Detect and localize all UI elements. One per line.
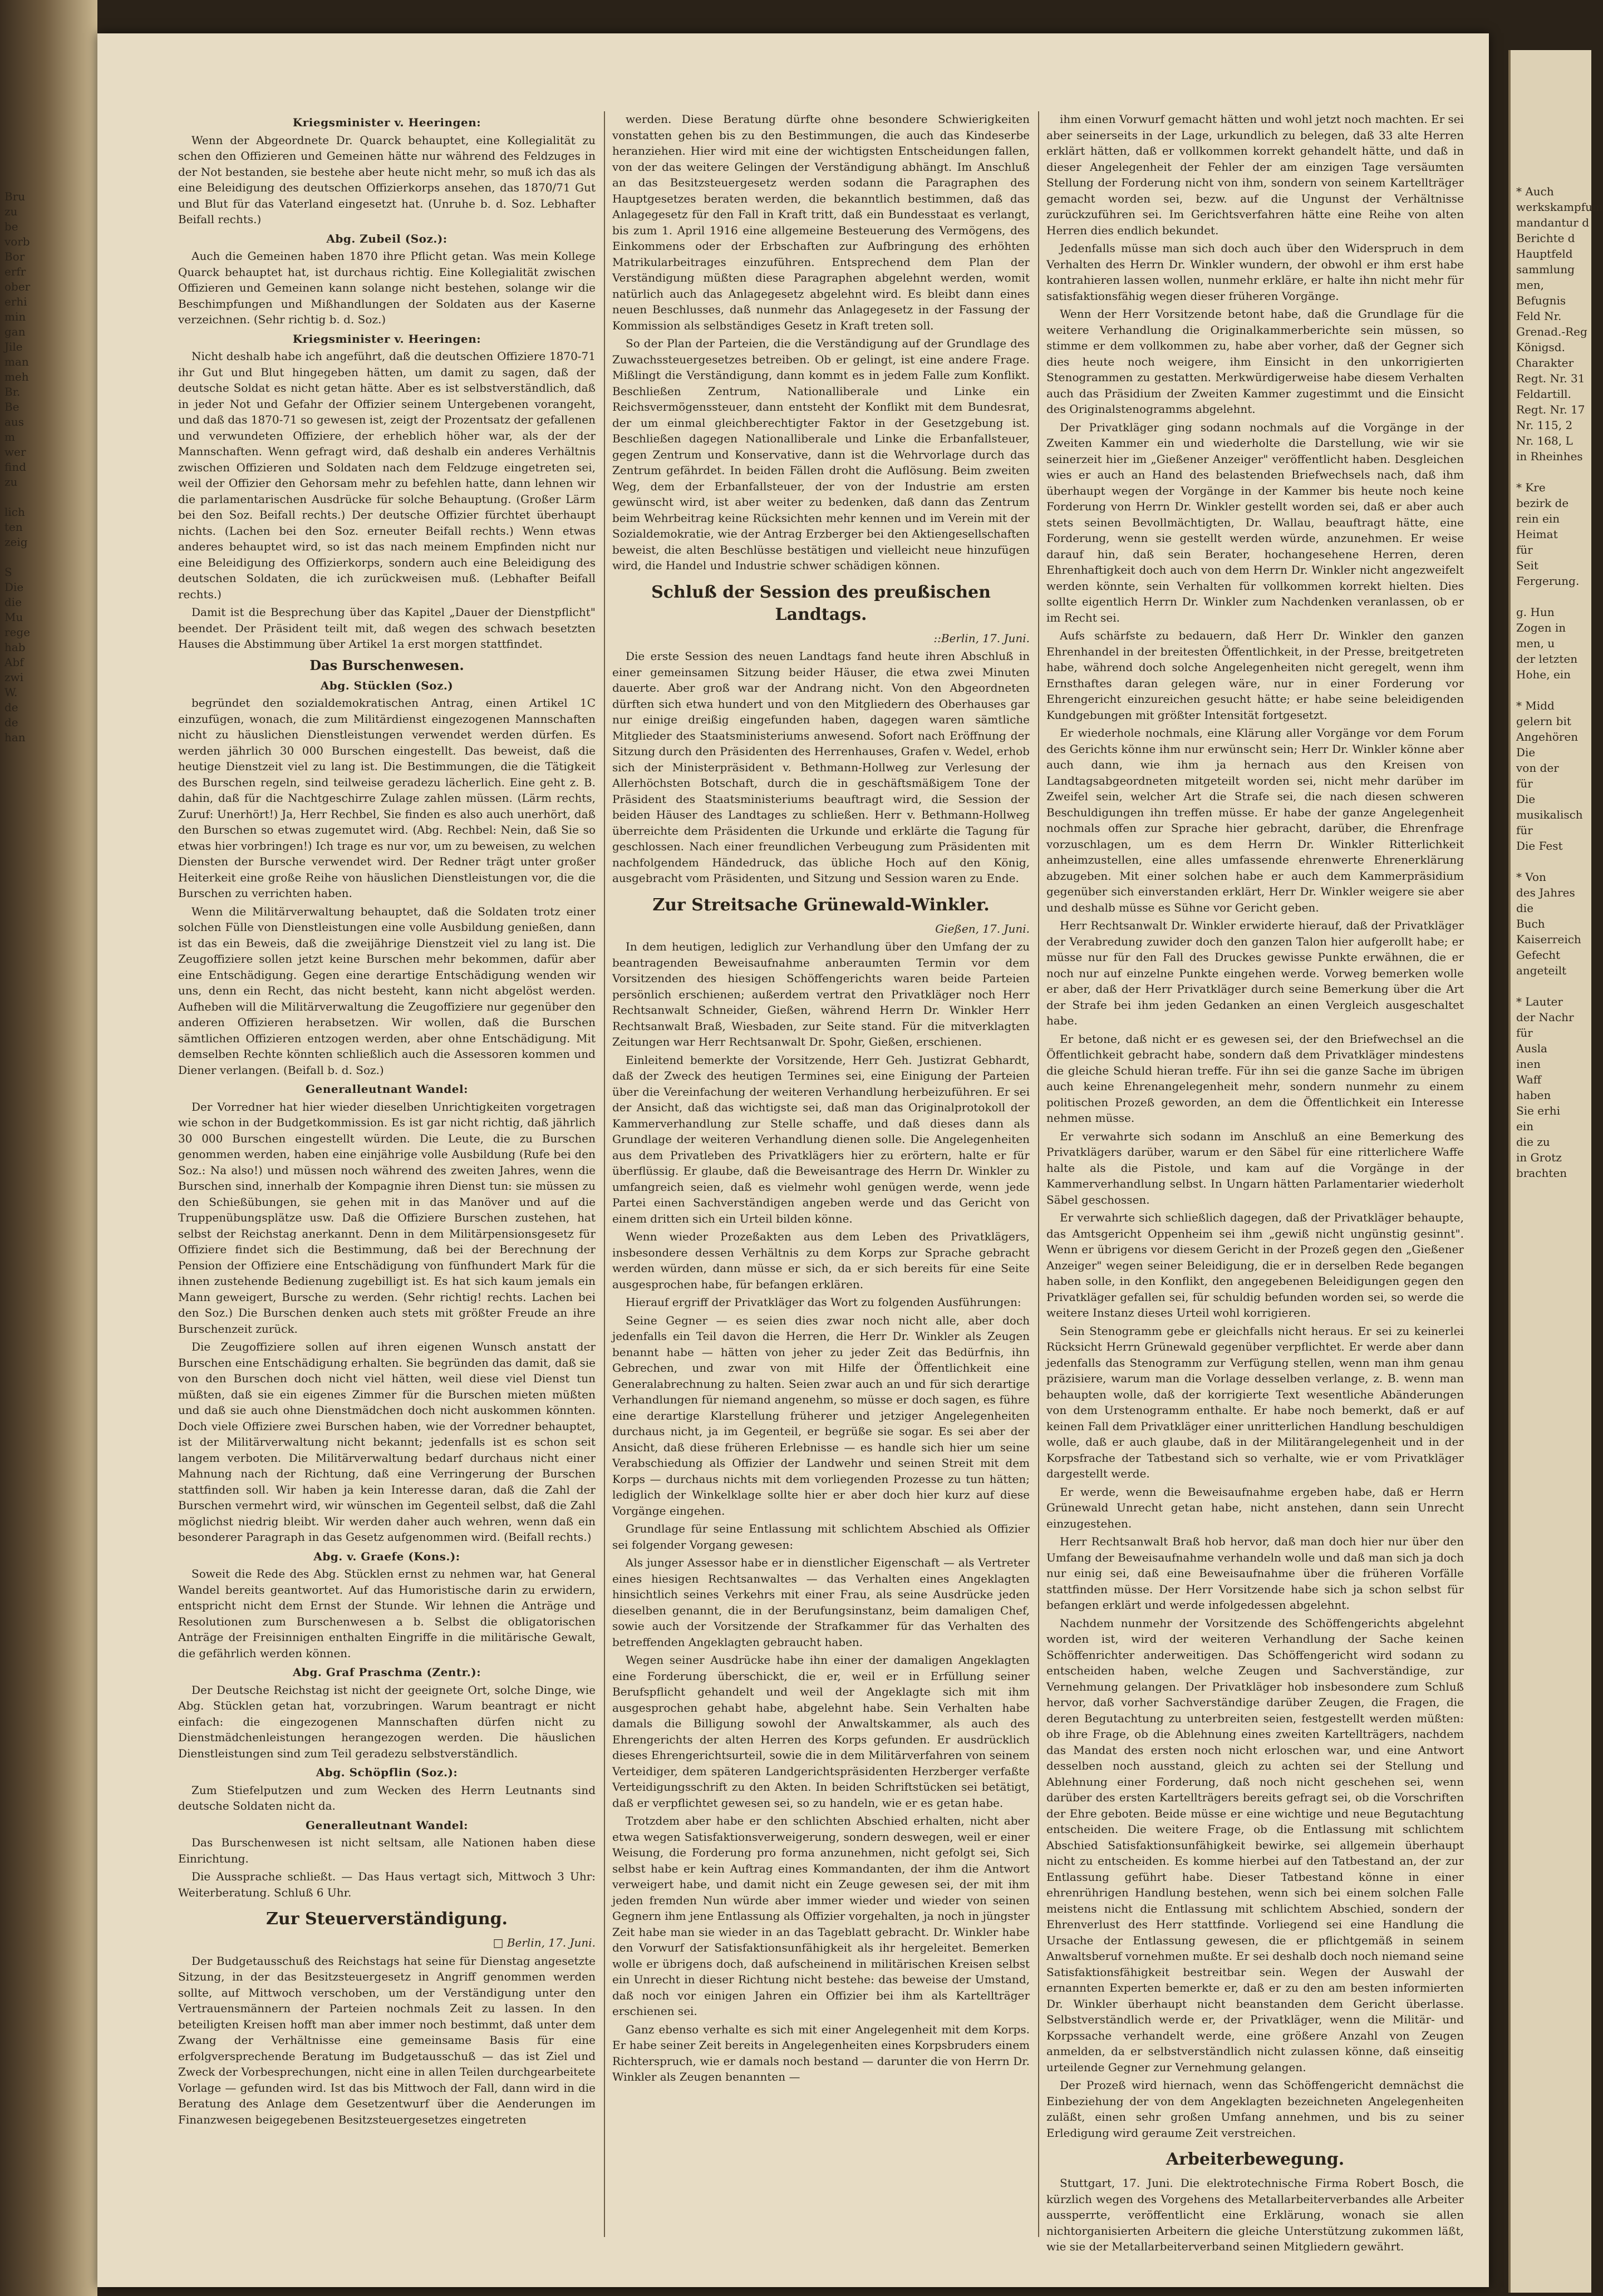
article-headline: Schluß der Session des preußischen Landtags.	[651, 582, 991, 624]
paragraph: Die Aussprache schließt. — Das Haus vertagt sich, Mittwoch 3 Uhr: Weiterberatung. Schluß 6 Uhr.	[178, 1870, 596, 1899]
paragraph: In dem heutigen, lediglich zur Verhandlung über den Umfang der zu beantragenden Beweisaufnahme anberaumten Termin vor dem Vorsitzenden des hiesigen Schöffengerichts waren beide Parteien persönlich erschienen; außerdem vertrat den Privatkläger noch Herr Rechtsanwalt Schneider, Gießen, während Herrn Dr. Winkler Herr Rechtsanwalt Braß, Wiesbaden, zur Seite stand. Für die mitverklagten Zeitungen war Herr Rechtsanwalt Dr. Spohr, Gießen, erschienen.	[612, 940, 1030, 1048]
paragraph: Wenn die Militärverwaltung behauptet, daß die Soldaten trotz einer solchen Fülle von Dienstleistungen eine volle Ausbildung genießen, dann ist das ein Beweis, daß die zweijährige Dienstzeit viel zu lang ist. Die Zeugoffiziere sollen jetzt keine Burschen mehr bekommen, dafür aber eine Entschädigung. Gegen eine derartige Entschädigung wenden wir uns, denn ein Recht, das nicht besteht, kann nicht abgelöst werden. Aufheben will die Militärverwaltung die Zeugoffiziere nur gegenüber den anderen Offizieren herabsetzen. Wir wollen, daß die Burschen sämtlichen Offizieren entzogen werden, aber ohne Entschädigung. Mit demselben Rechte könnten schließlich auch die Assessoren kommen und Diener verlangen. (Beifall b. d. Soz.)	[178, 904, 596, 1077]
paragraph: Der Deutsche Reichstag ist nicht der geeignete Ort, solche Dinge, wie Abg. Stücklen getan hat, vorzubringen. Warum beantragt er nicht einfach: die eingezogenen Mannschaften dürfen nicht zu Dienstmädchenleistungen herangezogen werden. Die häuslichen Dienstleistungen sind zum Teil geradezu selbstverständlich.	[178, 1683, 596, 1760]
paragraph: Herr Rechtsanwalt Braß hob hervor, daß man doch hier nur über den Umfang der Beweisaufnahme verhandeln wolle und daß man sich ja doch nur einig sei, daß eine Beweisaufnahme über die früheren Vorfälle stattfinden müsse. Der Herr Vorsitzende habe sich ja schon selbst für befangen erklärt und werde infolgedessen abgelehnt.	[1046, 1535, 1464, 1612]
next-page-edge	[1508, 50, 1603, 2293]
paragraph: Die Zeugoffiziere sollen auf ihren eigenen Wunsch anstatt der Burschen eine Entschädigung erhalten. Sie begründen das damit, daß sie von den Burschen doch nicht viel hätten, weil diese viel Dienst tun müßten, daß sie ein eigenes Zimmer für die Burschen mieten müßten und daß sie auch ohne Dienstmädchen doch nicht auskommen könnten. Doch viele Offiziere zwei Burschen haben, wie der Vorredner behauptet, ist der Militärverwaltung nicht bekannt; jedenfalls ist es schon seit langem verboten. Die Militärverwaltung bedarf durchaus nicht einer Mahnung nach der Richtung, daß eine Verringerung der Burschen stattfinden soll. Wir haben ja kein Interesse daran, daß die Zahl der Burschen vermehrt wird, wir wünschen im Gegenteil selbst, daß die Zahl möglichst niedrig bleibt. Wir werden daher auch wehren, wenn daß ein besonderer Paragraph in das Gesetz aufgenommen wird. (Beifall rechts.)	[178, 1340, 596, 1544]
dateline: □ Berlin, 17. Juni.	[493, 1936, 596, 1949]
paragraph: Herr Rechtsanwalt Dr. Winkler erwiderte hierauf, daß der Privatkläger der Verabredung zuwider doch den ganzen Talon hier aufgerollt habe; er müsse nur für den Fall des Druckes gewisse Punkte erwähnen, die er noch nur auf einzelne Punkte eingehen werde. Vorweg bemerken wolle er aber, daß der Herr Privatkläger durch seine Bemerkung über die Art der Strafe bei ihm jeden Gedanken an einen Vergleich ausgeschaltet habe.	[1046, 919, 1464, 1027]
paragraph: begründet den sozialdemokratischen Antrag, einen Artikel 1C einzufügen, wonach, die zum Militärdienst eingezogenen Mannschaften nicht zu häuslichen Dienstleistungen verwendet werden dürfen. Es werden jährlich 30 000 Burschen eingestellt. Das beweist, daß die heutige Dienstzeit viel zu lang ist. Die Bestimmungen, die die Tätigkeit des Burschen regeln, sind teilweise geradezu lächerlich. Eine geht z. B. dahin, daß für die Nachtgeschirre Zulage zahlen müssen. (Lärm rechts, Zuruf: Unerhört!) Ja, Herr Rechbel, Sie finden es also auch unerhört, daß den Burschen so etwas zugemutet wird. (Abg. Rechbel: Nein, daß Sie so etwas hier vorbringen!) Ich trage es nur vor, um zu beweisen, zu welchen Diensten der Bursche verwendet wird. Der Redner trägt unter großer Heiterkeit eine große Reihe von häuslichen Dienstleistungen vor, die die Burschen zu verrichten haben.	[178, 696, 596, 900]
paragraph: Die erste Session des neuen Landtags fand heute ihren Abschluß in einer gemeinsamen Sitzung beider Häuser, die etwa zwei Minuten dauerte. Aber groß war der Andrang nicht. Von den Abgeordneten dürften sich etwa hundert und von den Mitgliedern des Oberhauses gar nur einige dreißig eingefunden haben, dagegen waren sämtliche Mitglieder des Staatsministeriums anwesend. Sofort nach Eröffnung der Sitzung durch den Präsidenten des Herrenhauses, Grafen v. Wedel, erhob sich der Ministerpräsident v. Bethmann-Hollweg zur Verlesung der Allerhöchsten Botschaft, durch die in geschäftsmäßigem Tone der Präsident des Staatsministeriums beauftragt wird, die Session der beiden Häuser des Landtages zu schließen. Herr v. Bethmann-Hollweg überreichte dem Präsidenten die Urkunde und erklärte die Tagung für geschlossen. Nach einer freundlichen Verbeugung zum Präsidenten mit nachfolgendem Händedruck, das übliche Hoch auf den König, ausgebracht vom Präsidenten, und Sitzung und Session waren zu Ende.	[612, 649, 1030, 885]
column-rule	[1038, 111, 1039, 2237]
paragraph: Der Vorredner hat hier wieder dieselben Unrichtigkeiten vorgetragen wie schon in der Budgetkommission. Es ist gar nicht richtig, daß jährlich 30 000 Burschen eingestellt würden. Die Leute, die zu Burschen genommen werden, haben eine einjährige volle Ausbildung (Rufe bei den Soz.: Na also!) und müssen noch während des zweiten Jahres, wenn die Burschen sind, innerhalb der Kompagnie ihren Dienst tun: sie müssen zu den Schießübungen, sie gehen mit in das Manöver und auf die Truppenübungsplätze usw. Daß die Offiziere Burschen zustehen, hat selbst der Reichstag anerkannt. Denn in dem Militärpensionsgesetz für Offiziere findet sich die Bestimmung, daß bei der Berechnung der Pension der Offiziere eine Entschädigung von fünfhundert Mark für die ihnen zustehende Bedienung zugebilligt ist. Es hat sich kaum jemals ein Mann geweigert, Bursche zu werden. (Sehr richtig! rechts. Lachen bei den Soz.) Die Burschen denken auch stets mit größter Freude an ihre Burschenzeit zurück.	[178, 1100, 596, 1336]
paragraph: Nachdem nunmehr der Vorsitzende des Schöffengerichts abgelehnt worden ist, wird der weiteren Verhandlung der Sache keinen Schöffenrichter anderweitigen. Das Schöffengericht wird sodann zu entscheiden haben, welche Zeugen und Sachverständige, zur Vernehmung gelangen. Der Privatkläger hob insbesondere zum Schluß hervor, daß vorher Sachverständige darüber Zeugen, die Fragen, die deren Begutachtung zu unterbreiten seien, festgestellt werden müßten: ob ihre Frage, ob die Ablehnung eines zweiten Kartellträgers, nachdem das Mandat des ersten noch nicht erloschen war, und eine Antwort desselben noch ausstand, gleich zu achten sei der Stellung und Ablehnung einer Forderung, daß noch nicht geschehen sei, wenn darüber des ersten Kartellträgers bereits gefragt sei, ob die Vorschriften der Ehre geboten. Beide müsse er eine wichtige und neue Begutachtung entscheiden. Die weitere Frage, ob die Entlassung mit schlichtem Abschied Satisfaktionsunfähigkeit bewirke, sei allgemein überhaupt nicht zu entscheiden. Es komme hierbei auf den Tatbestand an, der zur Entlassung geführt habe. Dieser Tatbestand könne in einer ehrenrührigen Handlung bestehen, wenn sich bei einem solchen Falle meistens nicht die Entlassung mit schlichtem Abschied, sondern der Ehrenverlust des Herr stattfinde. Vorliegend sei eine Handlung die Ursache der Entlassung gewesen, die er pflichtgemäß in seinem Anwaltsberuf vornehmen mußte. Er sei deshalb doch noch niemand seine Satisfaktionsfähigkeit bestreitbar sein. Wegen der Auswahl der ernannten Experten bemerkte er, daß er zu den am besten informierten Dr. Winkler überhaupt nicht beanstanden dem Gericht überlasse. Selbstverständlich werde er, der Privatkläger, wenn die Militär- und Korpssache verhandelt werde, eine größere Anzahl von Zeugen anmelden, da er selbstverständlich nicht zulassen könne, daß einseitig urteilende Gegner zur Vernehmung gelangen.	[1046, 1616, 1464, 2074]
column-right	[1046, 111, 1464, 2253]
paragraph: Grundlage für seine Entlassung mit schlichtem Abschied als Offizier sei folgender Vorgang gewesen:	[612, 1522, 1030, 1551]
article-headline: Zur Streitsache Grünewald-Winkler.	[652, 895, 990, 915]
speaker-name: Generalleutnant Wandel:	[306, 1082, 468, 1096]
speaker-name: Generalleutnant Wandel:	[306, 1818, 468, 1832]
column-rule	[604, 111, 605, 2237]
speaker-name: Abg. Schöpflin (Soz.):	[316, 1766, 458, 1779]
paragraph: Der Privatkläger ging sodann nochmals auf die Vorgänge in der Zweiten Kammer ein und wiederholte die Darstellung, wie wir sie seinerzeit hier im „Gießener Anzeiger" veröffentlicht haben. Desgleichen wies er auch an Hand des belastenden Briefwechsels nach, daß ihm überhaupt wegen der Vorgänge in der Kammer bis heute noch keine Forderung von Herrn Dr. Winkler gestellt worden sei, daß er aber auch stets seinen Bevollmächtigten, Dr. Wallau, beauftragt hätte, eine Forderung, wenn sie gestellt werden würde, anzunehmen. Er weise darauf hin, daß sein Berater, hochangesehene Herren, deren Ehrenhaftigkeit doch auch von dem Herrn Dr. Winkler nicht angezweifelt werden könnte, sein Verhalten für vollkommen korrekt hielten. Dies sollte eigentlich Herrn Dr. Winkler zum Nachdenken veranlassen, ob er im Recht sei.	[1046, 420, 1464, 624]
paragraph: Sein Stenogramm gebe er gleichfalls nicht heraus. Er sei zu keinerlei Rücksicht Herrn Grünewald gegenüber verpflichtet. Er werde aber dann jedenfalls das Stenogramm zur Verfügung stellen, wenn man ihm genau präzisiere, warum man die Vorlage desselben verlange, z. B. wenn man behaupten wolle, daß der korrigierte Text wesentliche Abänderungen von dem Urstenogramm enthalte. Er habe noch bemerkt, daß er auf keinen Fall dem Privatkläger einer unritterlichen Handlung beschuldigen wolle, daß er auch glaube, daß in der Militärangelegenheit und in der Korpsfrache der Tatbestand sich so verhalte, wie er vom Privatkläger dargestellt werde.	[1046, 1324, 1464, 1480]
previous-page-fragments: Bru zu be vorb Bor erfr ober erhi min gan Jile man meh Br. Be aus m wer find zu lich ten zeig S Die die Mu rege hab Abf zwi W. de de han	[4, 190, 31, 744]
paragraph: Wenn der Herr Vorsitzende betont habe, daß die Grundlage für die weitere Verhandlung die Originalkammerberichte sein müssen, so stimme er dem vollkommen zu, habe aber vorher, daß der Gegner sich dies heute noch weigere, ihm Einsicht in den unkorrigierten Stenogrammen zu gestatten. Merkwürdigerweise habe diesem Verhalten auch das Präsidium der Zweiten Kammer zugestimmt und die Einsicht des Originalstenogramms abgelehnt.	[1046, 307, 1464, 416]
section-heading: Das Burschenwesen.	[309, 657, 464, 673]
paragraph: Hierauf ergriff der Privatkläger das Wort zu folgenden Ausführungen:	[626, 1295, 1021, 1309]
paragraph: Stuttgart, 17. Juni. Die elektrotechnische Firma Robert Bosch, die kürzlich wegen des Vorgehens des Metallarbeiterverbandes alle Arbeiter aussperrte, veröffentlicht eine Erklärung, wonach sie allen nichtorganisierten Arbeitern die gleiche Unterstützung zukommen läßt, wie sie der Metallarbeiterverband seinen Mitgliedern gewährt.	[1046, 2176, 1464, 2253]
paragraph: Einleitend bemerkte der Vorsitzende, Herr Geh. Justizrat Gebhardt, daß der Zweck des heutigen Termines sei, eine Einigung der Parteien über die Vereinfachung der weiteren Verhandlung herbeizuführen. Er sei der Ansicht, daß das wichtigste sei, daß man das Originalprotokoll der Kammerverhandlung zur Stelle schaffe, und daß dieses dann als Grundlage der weiteren Verhandlung dienen solle. Die Angelegenheiten aus dem Privatleben des Privatklägers hier zu erörtern, halte er für überflüssig. Er glaube, daß die Beweisantrage des Herrn Dr. Winkler zu umfangreich seien, daß es vielmehr wohl genügen werde, wenn jede Partei einen Sachverständigen angeben werde und das Gericht von einem dritten sich ein Urteil bilden könne.	[612, 1053, 1030, 1225]
paragraph: Er werde, wenn die Beweisaufnahme ergeben habe, daß er Herrn Grünewald Unrecht getan habe, nicht anstehen, dann sein Unrecht einzugestehen.	[1046, 1485, 1464, 1530]
paragraph: Aufs schärfste zu bedauern, daß Herr Dr. Winkler den ganzen Ehrenhandel in der breitesten Öffentlichkeit, in der Presse, breitgetreten habe, während doch solche Angelegenheiten nicht geregelt, wenn ihm Ernsthaftes daran gelegen wäre, nur in einer Forderung vor Ehrengericht einzureichen gesucht hätte; er habe seine beleidigenden Kundgebungen mit größter Intensität fortgesetzt.	[1046, 629, 1464, 722]
dateline: ::Berlin, 17. Juni.	[933, 631, 1030, 645]
paragraph: Er verwahrte sich schließlich dagegen, daß der Privatkläger behaupte, das Amtsgericht Oppenheim sei ihm „gewiß nicht ungünstig gesinnt". Wenn er übrigens vor diesem Gericht in der Prozeß gegen den „Gießener Anzeiger" wegen seiner Beleidigung, die er in derselben Rede begangen haben solle, in den Konflikt, den angegebenen Beleidigungen gegen den Privatkläger gefallen sei, für schuldig befunden worden sei, so werde die weitere Instanz dieses Urteil wohl korrigieren.	[1046, 1211, 1464, 1319]
paragraph: Wenn wieder Prozeßakten aus dem Leben des Privatklägers, insbesondere dessen Verhältnis zu dem Korps zur Sprache gebracht werden würden, dann müsse er sich, da er sich bereits für eine Seite ausgesprochen habe, für befangen erklären.	[612, 1230, 1030, 1291]
paragraph: Nicht deshalb habe ich angeführt, daß die deutschen Offiziere 1870-71 ihr Gut und Blut hingegeben hätten, um damit zu sagen, daß der deutsche Soldat es nicht getan hätte. Aber es ist selbstverständlich, daß in jeder Not und Gefahr der Offizier seinem Untergebenen vorangeht, und daß das 1870-71 so gewesen ist, zeigt der Prozentsatz der gefallenen und verwundeten Offiziere, der erheblich höher war, als der der Mannschaften. Wenn gefragt wird, daß deshalb ein anderes Verhältnis zwischen Offizieren und Soldaten nach dem Feldzuge eingetreten sei, weil der Offizier den Gehorsam mehr zu befehlen hatte, dann lehnen wir die parlamentarischen Ausdrücke für solche Behauptung. (Großer Lärm bei den Soz. Beifall rechts.) Der deutsche Offizier fürchtet überhaupt nichts. (Lachen bei den Soz. erneuter Beifall rechts.) Wenn etwas anderes behauptet wird, so ist das nach meinem Empfinden nicht nur eine Beleidigung des Offizierkorps, sondern auch eine Beleidigung des deutschen Soldaten, die ich zurückweisen muß. (Lebhafter Beifall rechts.)	[178, 349, 596, 601]
speaker-name: Kriegsminister v. Heeringen:	[292, 116, 481, 129]
paragraph: Seine Gegner — es seien dies zwar noch nicht alle, aber doch jedenfalls ein Teil davon die Herren, die Herr Dr. Winkler als Zeugen benannt habe — hätten von jeher zu jeder Zeit das Bedürfnis, ihn Gebrechen, und zwar von mit Hilfe der Öffentlichkeit eine Generalabrechnung zu halten. Seien zwar auch an und für sich derartige Verhandlungen für niemand angenehm, so müsse er doch sagen, es führe eine derartige Klarstellung früherer und jetziger Angelegenheiten durchaus nicht, ja im Gegenteil, er begrüße sie sogar. Es sei aber der Ansicht, daß diese früheren Erlebnisse — es handle sich hier um seine Verabschiedung als Offizier der Landwehr und seinen Streit mit dem Korps — durchaus nichts mit dem vorliegenden Prozesse zu tun hätten; lediglich der Winkelklage sollte hier er aber doch hier kurz auf diese Vorgänge eingehen.	[612, 1313, 1030, 1517]
paragraph: Das Burschenwesen ist nicht seltsam, alle Nationen haben diese Einrichtung.	[178, 1836, 596, 1865]
speaker-name: Kriegsminister v. Heeringen:	[292, 332, 481, 346]
paragraph: Soweit die Rede des Abg. Stücklen ernst zu nehmen war, hat General Wandel bereits geantwortet. Auf das Humoristische darin zu erwidern, entspricht nicht dem Ernst der Stunde. Wir lehnen die Anträge und Resolutionen zum Burschenwesen a b. Selbst die obligatorischen Anträge der Freisinnigen enthalten Eingriffe in die militärische Gewalt, die gefährlich werden können.	[178, 1567, 596, 1660]
speaker-name: Abg. Stücklen (Soz.)	[320, 678, 454, 692]
column-left	[178, 111, 596, 2237]
paragraph: Trotzdem aber habe er den schlichten Abschied erhalten, nicht aber etwa wegen Satisfaktionsverweigerung, sondern deswegen, weil er einer Weisung, die Forderung pro forma anzunehmen, nicht gefolgt sei, Sich selbst habe er kein Auftrag eines Kommandanten, der ihm die Antwort verweigert habe, und damit nicht ein Zeuge gewesen sei, der mit ihm jeden fremden Nun würde aber immer wieder und wieder von seinen Gegnern ihm jene Entlassung als Offizier vorgehalten, ja noch in jüngster Zeit habe man sie wieder in an das Tageblatt gebracht. Dr. Winkler habe den Vorwurf der Satisfaktionsunfähigkeit als ihr hergeleitet. Bemerken wolle er übrigens doch, daß aufscheinend in militärischen Kreisen selbst ein Unrecht in dieser Richtung nicht bestehe: das beweise der Umstand, daß noch vor einigen Jahren ein Offizier bei ihm als Kartellträger erschienen sei.	[612, 1814, 1030, 2018]
paragraph: Jedenfalls müsse man sich doch auch über den Widerspruch in dem Verhalten des Herrn Dr. Winkler wundern, der obwohl er ihm erst habe kontrahieren lassen wollen, nunmehr erkläre, er halte ihn nicht mehr für satisfaktionsfähig wegen dieser früheren Vorgänge.	[1046, 242, 1464, 303]
paragraph: Der Budgetausschuß des Reichstags hat seine für Dienstag angesetzte Sitzung, in der das Besitzsteuergesetz in Angriff genommen werden sollte, auf Mittwoch verschoben, um der Verständigung unter den Vertrauensmännern der Parteien nochmals Zeit zu lassen. In den beteiligten Kreisen hofft man aber immer noch bestimmt, daß unter dem Zwang der Verhältnisse eine gemeinsame Basis für eine erfolgversprechende Beratung im Budgetausschuß — das ist Ziel und Zweck der Vorbesprechungen, nicht eine in allen Teilen durchgearbeitete Vorlage — gefunden wird. Ist das bis Mittwoch der Fall, dann wird in die Beratung des Anlage dem Gesetzentwurf über die Aenderungen im Finanzwesen beigegebenen Besitzsteuergesetzes eingetreten	[178, 1954, 596, 2126]
paragraph: Zum Stiefelputzen und zum Wecken des Herrn Leutnants sind deutsche Soldaten nicht da.	[178, 1783, 596, 1812]
paragraph: So der Plan der Parteien, die die Verständigung auf der Grundlage des Zuwachssteuergesetzes betreiben. Ob er gelingt, ist eine andere Frage. Mißlingt die Verständigung, dann kommt es in jedem Falle zum Konflikt. Beschließen Zentrum, Nationalliberale und Linke ein Reichsvermögenssteuer, dann entsteht der Konflikt mit dem Bundesrat, der um einmal gleichberechtigter Faktor in der Gesetzgebung ist. Beschließen dagegen Nationalliberale und Linke die Erbanfallsteuer, gegen Zentrum und Konservative, dann ist die Wehrvorlage durch das Zentrum gefährdet. In beiden Fällen droht die Auflösung. Beim zweiten Weg, dem der Erbanfallsteuer, der von der Industrie am ersten gewünscht wird, ist aber weiter zu bedenken, daß dann das Zentrum beim Wehrbeitrag keine Rücksichten mehr kennen und im Verein mit der Sozialdemokratie, wie der Antrag Erzberger bei den Aktiengesellschaften beweist, die alten Beschlüsse bestätigen und vielleicht neue hinzufügen wird, die Handel und Industrie schwer schädigen können.	[612, 337, 1030, 572]
paragraph: werden. Diese Beratung dürfte ohne besondere Schwierigkeiten vonstatten gehen bis zu den Bestimmungen, die auch das Kindeserbe heranziehen. Hier wird mit eine der wichtigsten Entscheidungen fallen, von der das weitere Gelingen der Verständigung abhängt. Im Anschluß an das Besitzsteuergesetz werden sodann die Paragraphen des Hauptgesetzes beraten werden, die bekanntlich bestimmen, daß das Anlagegesetz für den Fall in Kraft tritt, daß ein Bundesstaat es verlangt, bis zum 1. April 1916 eine allgemeine Besteuerung des Vermögens, des Einkommens oder der Erbschaften zur Aufbringung des erhöhten Matrikularbeitrages einzuführen. Entsprechend dem Plan der Verständigung müßten diese Paragraphen abgelehnt werden, womit natürlich auch das Anlagegesetz abgelehnt wird. Es bleibt dann eines neuen Beschlusses, daß nunmehr das Anlagegesetz in der Fassung der Kommission als selbständiges Gesetz in Kraft treten soll.	[612, 112, 1030, 332]
paragraph: Er betone, daß nicht er es gewesen sei, der den Briefwechsel an die Öffentlichkeit gebracht habe, sondern daß dem Privatkläger mindestens die gleiche Schuld hieran treffe. Für ihn sei die ganze Sache im übrigen auch keine Ehrenangelegenheit mehr, sondern nunmehr zu einem politischen Prozeß geworden, an dem die Öffentlichkeit ein Interesse nehmen müsse.	[1046, 1032, 1464, 1125]
paragraph: Wegen seiner Ausdrücke habe ihn einer der damaligen Angeklagten eine Forderung überschickt, die er, weil er in Erfüllung seiner Berufspflicht gehandelt und weil der Angeklagte sich mit ihm ausgesprochen gehabt habe, abgelehnt habe. Sein Verhalten habe damals die Billigung sowohl der Anwaltskammer, als auch des Ehrengerichts der alten Herren des Korps gefunden. Er ausdrücklich dieses Ehrengerichtsurteil, sowie die in dem Militärverfahren von seinem Verteidiger, dem späteren Landgerichtspräsidenten Herzberger verfaßte Verteidigungsschrift zu den Akten. In beiden Schriftstücken sei betätigt, daß er verpflichtet gewesen sei, so zu handeln, wie er es getan habe.	[612, 1653, 1030, 1810]
paragraph: Als junger Assessor habe er in dienstlicher Eigenschaft — als Vertreter eines hiesigen Rechtsanwaltes — das Verhalten eines Angeklagten hinsichtlich seines Verkehrs mit einer Frau, als seine Ausdrücke jeden dieselben genannt, die in der Berufungsinstanz, beim damaligen Chef, sowie auch der Vorsitzende der Strafkammer für das Verhalten des betreffenden Angeklagten gebraucht haben.	[612, 1556, 1030, 1649]
paragraph: Wenn der Abgeordnete Dr. Quarck behauptet, eine Kollegialität zu schen den Offizieren und Gemeinen hätte nur während des Feldzuges in der Not bestanden, sie bestehe aber heute nicht mehr, so muß ich das als eine Beleidigung des deutschen Offizierkorps ansehen, das 1870/71 Gut und Blut für das Vaterland eingesetzt hat. (Unruhe b. d. Soz. Lebhafter Beifall rechts.)	[178, 133, 596, 226]
next-page-fragments: * Auch werkskampfum mandantur d Berichte d Hauptfeld sammlung men, Befugnis Feld Nr. Grenad.-Reg Königsd. Charakter Regt. Nr. 31 Feldartill. Regt. Nr. 17 Nr. 115, 2 Nr. 168, L in Rheinhes * Kre bezirk de rein ein Heimat für Seit Fergerung. g. Hun Zogen in men, u der letzten Hohe, ein * Midd gelern bit Angehören Die von der für Die musikalisch für Die Fest * Von des Jahres die Buch Kaiserreich Gefecht angeteilt * Lauter der Nachr für Ausla inen Waff haben Sie erhi ein die zu in Grotz brachten	[1516, 185, 1603, 1180]
paragraph: ihm einen Vorwurf gemacht hätten und wohl jetzt noch machten. Er sei aber seinerseits in der Lage, urkundlich zu belegen, daß 33 alte Herren erklärt hätten, daß er vollkommen korrekt gehandelt hätte, und daß in dieser Angelegenheit der Fehler der am einzigen Tage versäumten Stellung der Forderung nicht von ihm, sondern von seinem Kartellträger gemacht worden sei, bezw. auf die Ungunst der Verhältnisse zurückzuführen sei. Im Gerichtsverfahren hätte eine Reihe von alten Herren dies endlich bekundet.	[1046, 112, 1464, 237]
dateline: Gießen, 17. Juni.	[935, 922, 1030, 935]
paragraph: Der Prozeß wird hiernach, wenn das Schöffengericht demnächst die Einbeziehung der von dem Angeklagten bezeichneten Angelegenheiten zuläßt, einen sehr großen Umfang annehmen, und bis zu seiner Erledigung wird geraume Zeit verstreichen.	[1046, 2078, 1464, 2140]
previous-page-edge	[0, 0, 97, 2296]
paragraph: Auch die Gemeinen haben 1870 ihre Pflicht getan. Was mein Kollege Quarck behauptet hat, ist durchaus richtig. Eine Kollegialität zwischen Offizieren und Gemeinen kann solange nicht bestehen, solange wir die Beschimpfungen und Mißhandlungen der Soldaten aus der Kaserne verzeichnen. (Sehr richtig b. d. Soz.)	[178, 249, 596, 326]
speaker-name: Abg. Zubeil (Soz.):	[326, 231, 448, 245]
paragraph: Ganz ebenso verhalte es sich mit einer Angelegenheit mit dem Korps. Er habe seiner Zeit bereits in Angelegenheiten eines Korpsbruders einem Richterspruch, wie er damals noch bestand — darunter die von Herrn Dr. Winkler als Zeugen benannten —	[612, 2022, 1030, 2083]
column-middle	[612, 111, 1030, 2237]
paragraph: Er wiederhole nochmals, eine Klärung aller Vorgänge vor dem Forum des Gerichts könne ihm nur erwünscht sein; Herr Dr. Winkler könne aber auch dann, wie ihm ja hernach aus den Kreisen von Landtagsabgeordneten mitgeteilt worden sei, nicht mehr darüber im Zweifel sein, welcher Art die Strafe sei, die nach diesen schweren Beschuldigungen ihn treffen müsse. Er habe der ganze Angelegenheit nochmals offen zur Sprache hier gebracht, darüber, die Ehrenfrage vorzuschlagen, um es dem Herrn Dr. Winkler Ritterlichkeit anheimzustellen, eine alles umfassende ehrenwerte Ehrenerklärung abzugeben. Mit einer solchen habe er auch dem Kammerpräsidium gegenüber sich einverstanden erklärt, Herr Dr. Winkler weigere sie aber und deshalb müsse es Sühne vor Gericht geben.	[1046, 726, 1464, 914]
article-headline: Arbeiterbewegung.	[1166, 2150, 1345, 2169]
article-headline: Zur Steuerverständigung.	[266, 1909, 508, 1929]
paragraph: Damit ist die Besprechung über das Kapitel „Dauer der Dienstpflicht" beendet. Der Präsident teilt mit, daß wegen des schwach besetzten Hauses die Abstimmung über Artikel 1a erst morgen stattfindet.	[178, 605, 596, 651]
speaker-name: Abg. Graf Praschma (Zentr.):	[292, 1666, 481, 1679]
speaker-name: Abg. v. Graefe (Kons.):	[313, 1549, 460, 1563]
paragraph: Er verwahrte sich sodann im Anschluß an eine Bemerkung des Privatklägers darüber, warum er den Säbel für eine ritterlichere Waffe halte als die Pistole, und kam auf die Vorgänge in der Kammerverhandlung selbst. In Ungarn hätten Parlamentarier wiederholt Säbel geschossen.	[1046, 1129, 1464, 1206]
